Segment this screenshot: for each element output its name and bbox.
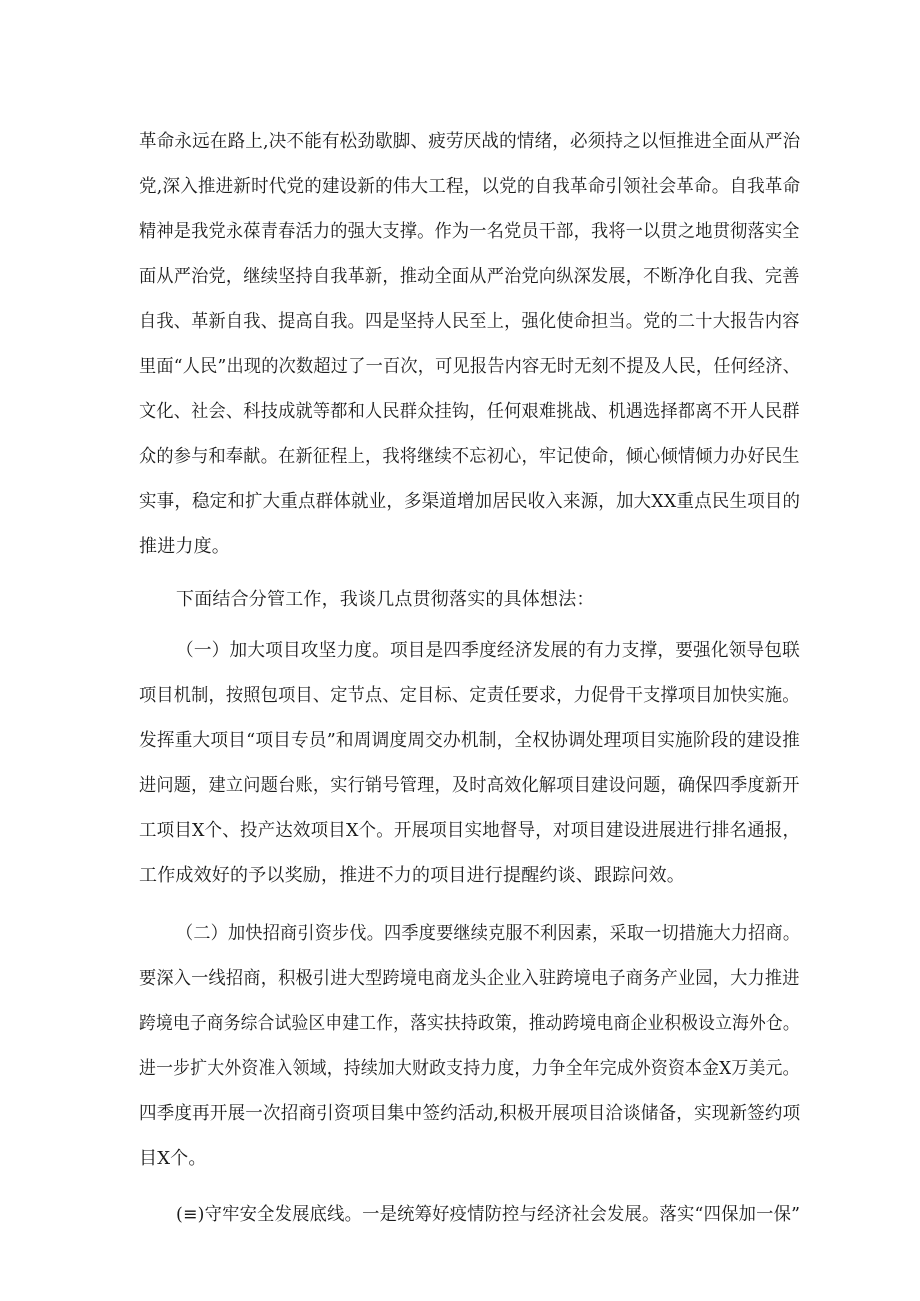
text-line: （一）加大项目攻坚力度。项目是四季度经济发展的有力支撑，要强化领导包联 [176, 640, 800, 661]
text-line: 文化、社会、科技成就等都和人民群众挂钩，任何艰难挑战、机遇选择都离不开人民群 [139, 401, 800, 422]
text-line: 众的参与和奉献。在新征程上，我将继续不忘初心，牢记使命，倾心倾情倾力办好民生 [139, 446, 800, 467]
text-line: 革命永远在路上,决不能有松劲歇脚、疲劳厌战的情绪，必须持之以恒推进全面从严治 [139, 131, 801, 152]
text-line: 推进力度。 [139, 536, 230, 557]
text-line: 进一步扩大外资准入领域，持续加大财政支持力度，力争全年完成外资资本金X万美元。 [139, 1058, 800, 1079]
text-line: 下面结合分管工作，我谈几点贯彻落实的具体想法： [176, 589, 595, 610]
text-line: 精神是我党永葆青春活力的强大支撑。作为一名党员干部，我将一以贯之地贯彻落实全 [139, 221, 800, 242]
text-line: 进问题，建立问题台账，实行销号管理，及时高效化解项目建设问题，确保四季度新开 [139, 775, 800, 796]
text-line: 自我、革新自我、提高自我。四是坚持人民至上，强化使命担当。党的二十大报告内容 [139, 311, 800, 332]
text-line: 四季度再开展一次招商引资项目集中签约活动,积极开展项目洽谈储备，实现新签约项 [139, 1103, 801, 1124]
text-line: （二）加快招商引资步伐。四季度要继续克服不利因素，采取一切措施大力招商。 [176, 923, 801, 944]
text-line: 项目机制，按照包项目、定节点、定目标、定责任要求，力促骨干支撑项目加快实施。 [139, 685, 800, 706]
text-line: 工作成效好的予以奖励，推进不力的项目进行提醒约谈、跟踪问效。 [139, 865, 685, 886]
text-line: 里面“人民”出现的次数超过了一百次，可见报告内容无时无刻不提及人民，任何经济、 [139, 356, 801, 377]
text-line: (≡)守牢安全发展底线。一是统筹好疫情防控与经济社会发展。落实“四保加一保” [176, 1204, 801, 1225]
text-line: 发挥重大项目“项目专员”和周调度周交办机制，全权协调处理项目实施阶段的建设推 [139, 730, 801, 751]
text-line: 工项目X个、投产达效项目X个。开展项目实地督导，对项目建设进展进行排名通报， [139, 820, 801, 841]
text-line: 跨境电子商务综合试验区申建工作，落实扶持政策，推动跨境电商企业积极设立海外仓。 [139, 1013, 800, 1034]
text-line: 要深入一线招商，积极引进大型跨境电商龙头企业入驻跨境电子商务产业园，大力推进 [139, 968, 800, 989]
text-line: 面从严治党，继续坚持自我革新，推动全面从严治党向纵深发展，不断净化自我、完善 [139, 266, 800, 287]
text-line: 党,深入推进新时代党的建设新的伟大工程，以党的自我革命引领社会革命。自我革命 [139, 176, 801, 197]
text-line: 目X个。 [139, 1148, 207, 1169]
text-line: 实事，稳定和扩大重点群体就业，多渠道增加居民收入来源，加大XX重点民生项目的 [139, 491, 801, 512]
